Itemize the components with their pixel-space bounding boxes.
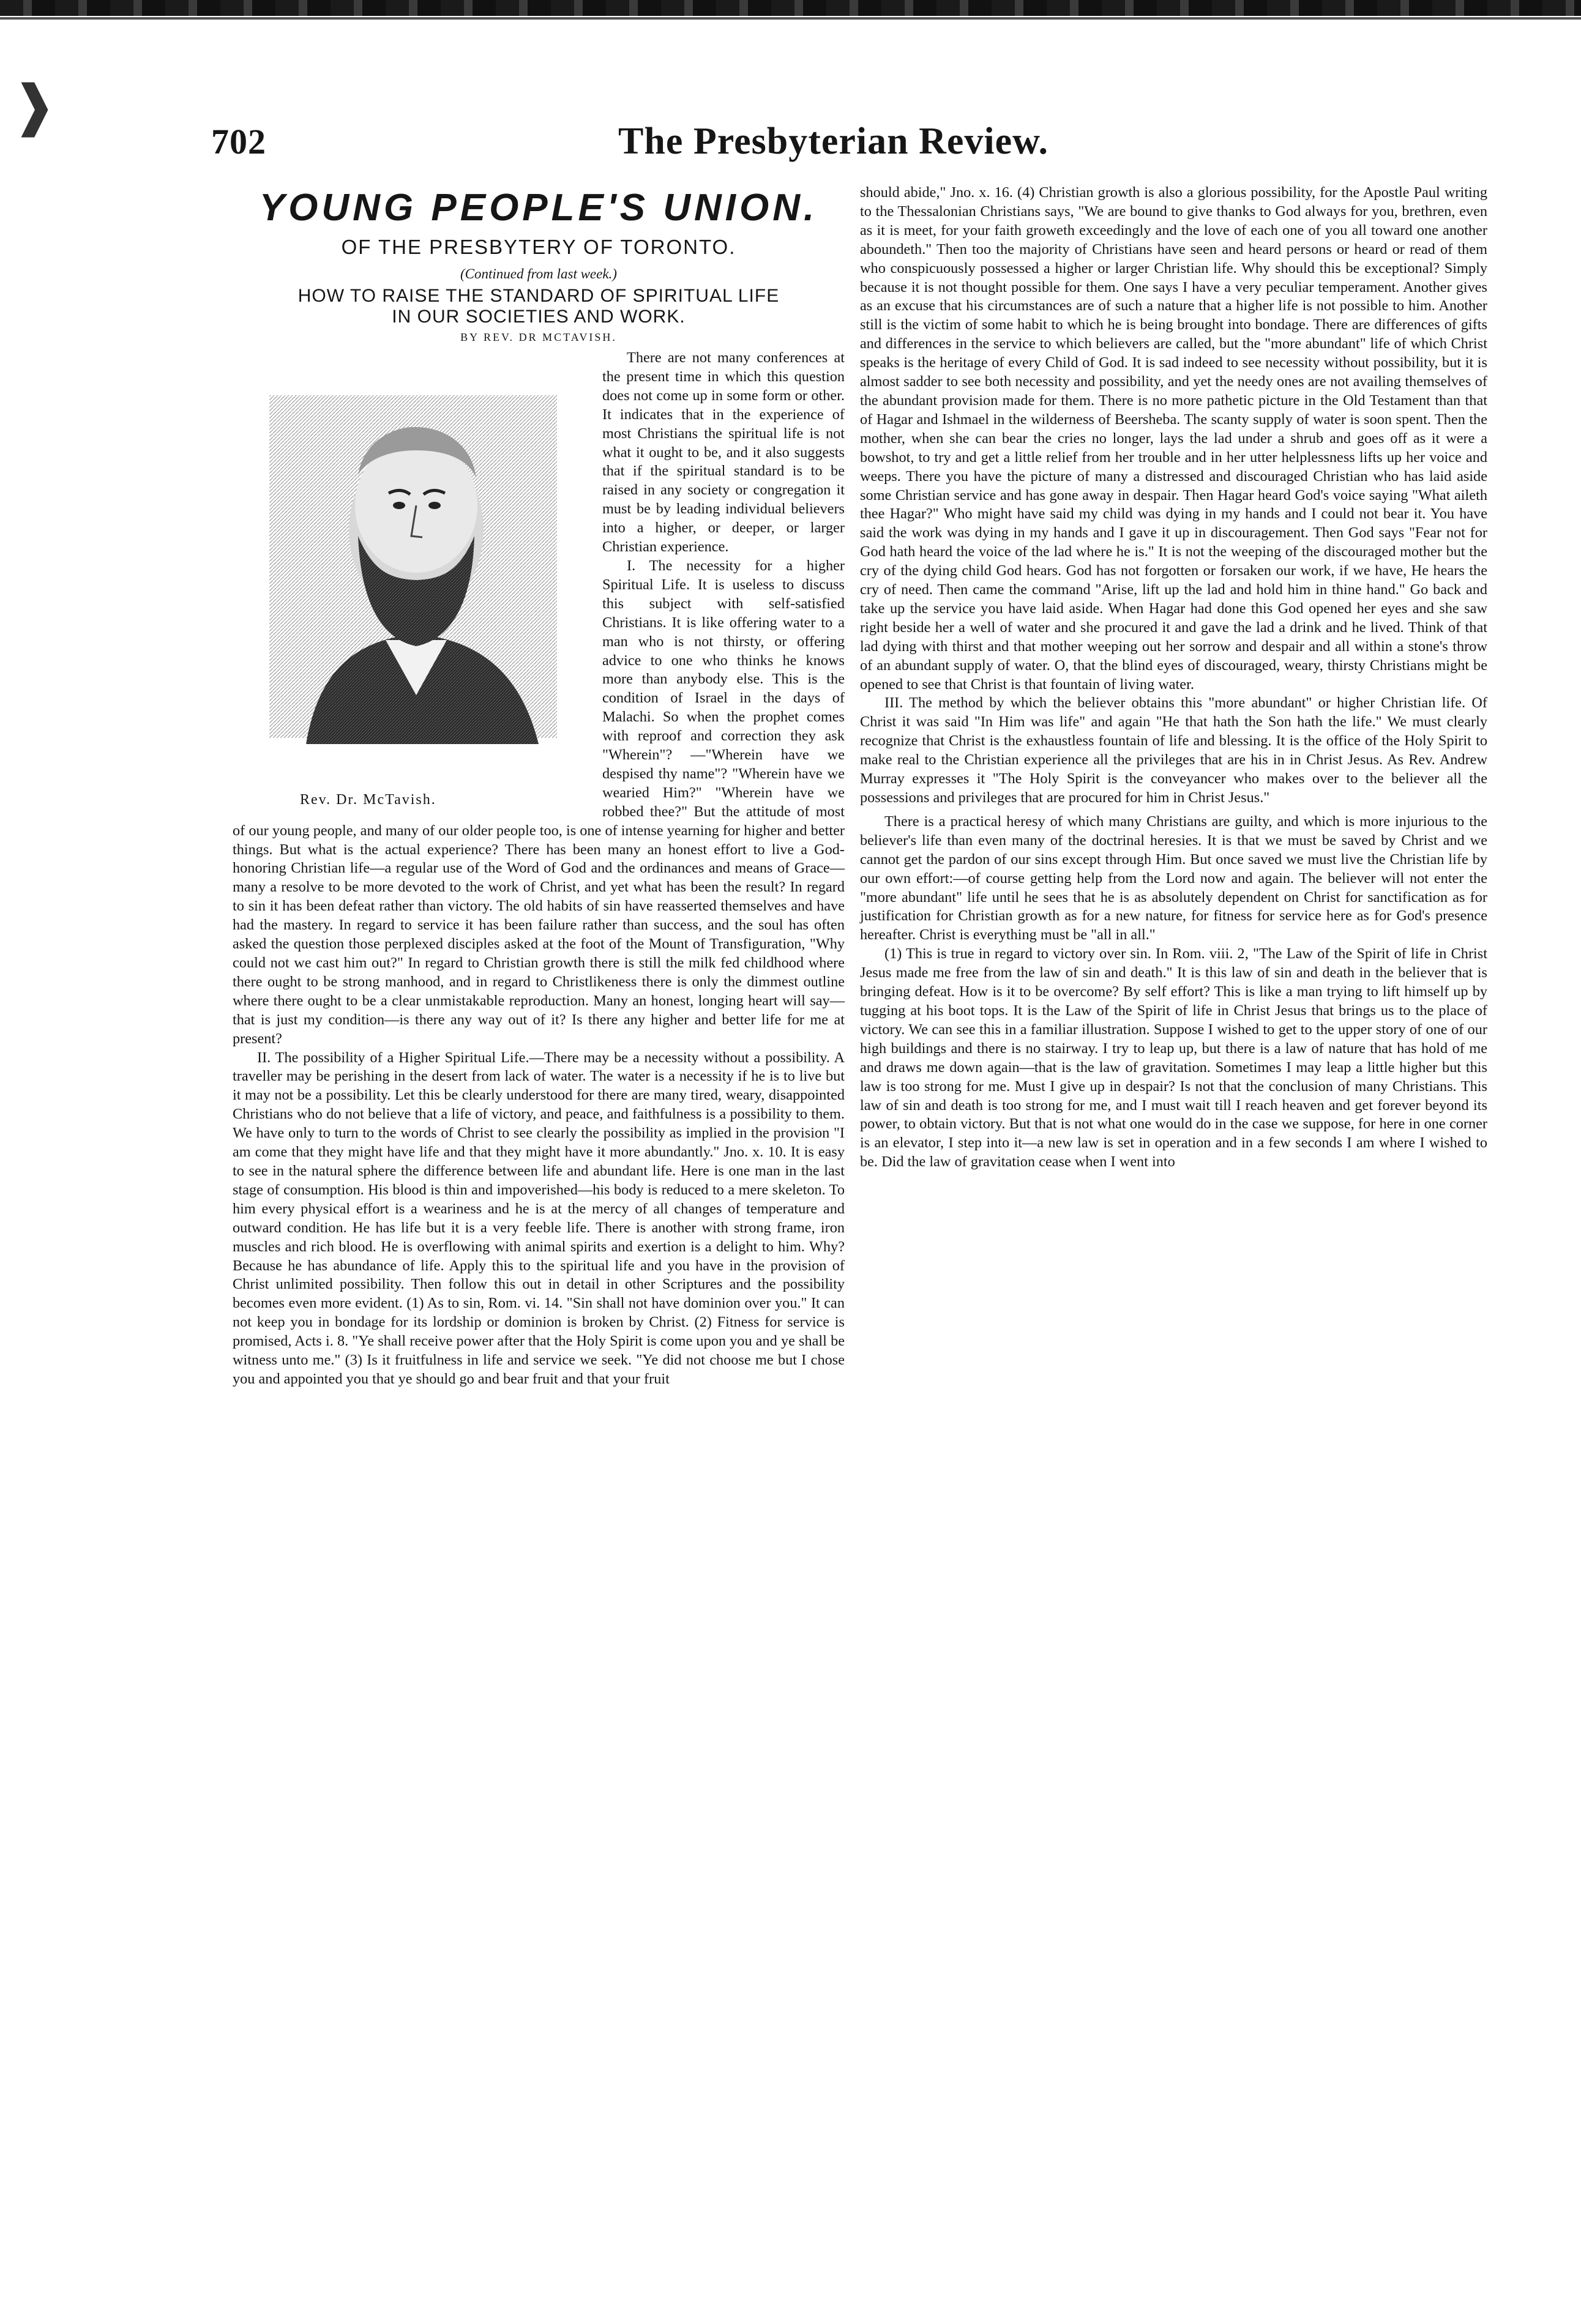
right-paragraph-2: III. The method by which the believer obtains this "more abundant" or higher Christian life. Of Christ it was said "In Him was life" and again "He that hath the Son hath the life." We must clearly recognize that Christ is the exhaustless fountain of life and blessing. It is the office of the Holy Spirit to make real to the Christian experience all the privileges that are his in in Christ Jesus. As Rev. Andrew Murray expresses it "The Holy Spirit is the conveyancer who makes over to the believer all the possessions and privileges that are procured for him in Christ Jesus." (860, 695, 1487, 806)
section-subtitle: OF THE PRESBYTERY OF TORONTO. (341, 236, 736, 258)
right-paragraph-4: (1) This is true in regard to victory over sin. In Rom. viii. 2, "The Law of the Spirit of life in Christ Jesus made me free from the law of sin and death." It is this law of sin and death in the believer that is bringing defeat. How is it to be overcome? By self effort? This is like a man trying to lift himself up by tugging at his boot tops. It is the Law of the Spirit of life in Christ Jesus that brings us to the place of victory. We can see this in a familiar illustration. Suppose I wished to get to the upper story of one of our high buildings and there is no stairway. I try to leap up, but there is a law of nature that has hold of me and draws me down again—that is the law of gravitation. Sometimes I may leap a little higher but this law is too strong for me. Must I give up in despair? Is not that the conclusion of many Christians. This law of sin and death is too strong for me, and I must wait till I reach heaven and get forever beyond its power, to obtain victory. But that is not what one would do in the case we suppose, for here in one corner is an elevator, I step into it—a new law is set in operation and in a few seconds I am where I wished to be. Did the law of gravitation cease when I went into (860, 945, 1487, 1171)
section-title: YOUNG PEOPLE'S UNION. (259, 187, 818, 229)
top-border-rule (0, 0, 1581, 16)
left-paragraph-3: II. The possibility of a Higher Spiritual Life.—There may be a necessity without a possibility. A traveller may be perishing in the desert from lack of water. The water is a necessity if he is to live but it may not be a possibility. Let this be clearly understood for there are many tired, weary, disappointed Christians who do not believe that a life of victory, and peace, and faithfulness is a possibility to them. We have only to turn to the words of Christ to see clearly the possibility as implied in the provision "I am come that they might have life and that they might have it more abundantly." Jno. x. 10. It is easy to see in the natural sphere the difference between life and abundant life. Here is one man in the last stage of consumption. His blood is thin and impoverished—his body is reduced to a mere skeleton. To him every physical effort is a weariness and he is at the mercy of all changes of temperature and outward condition. He has life but it is a very feeble life. There is another with strong frame, iron muscles and rich blood. He is overflowing with animal spirits and exertion is a delight to him. Why? Because he has abundance of life. Apply this to the spiritual life and you have in the provision of Christ unlimited possibility. Then follow this out in detail in other Scriptures and the possibility becomes even more evident. (1) As to sin, Rom. vi. 14. "Sin shall not have dominion over you." It can not keep you in bondage for its lordship or dominion is broken by Christ. (2) Fitness for service is promised, Acts i. 8. "Ye shall receive power after that the Holy Spirit is come upon you and ye shall be witness unto me." (3) Is it fruitfulness in life and service we seek. "Ye did not choose me but I chose you and appointed you that ye should go and bear fruit and that your fruit (233, 1049, 845, 1387)
portrait-figure (233, 352, 594, 810)
left-column (233, 184, 845, 1389)
scan-edge-mark: ❱ (11, 73, 58, 138)
article-title-line-1: HOW TO RAISE THE STANDARD OF SPIRITUAL LIFE (297, 286, 780, 306)
right-paragraph-1: should abide," Jno. x. 16. (4) Christian growth is also a glorious possibility, for the Apostle Paul writing to the Thessalonian Christians says, "We are bound to give thanks to God always for you, brethren, even as it is meet, for your faith groweth exceedingly and the love of each one of you all toward one another aboundeth." Then too the majority of Christians have seen and heard persons or heard or read of them who conspicuously possessed a higher or larger Christian life. Why should this be exceptional? Simply because it is not thought possible for them. One says I have a very peculiar temperament. Another gives as an excuse that his circumstances are of such a nature that a higher life is not possible to him. Another still is the victim of some habit to which he is being brought into bondage. There are differences of gifts and differences in the service to which believers are called, but the "more abundant" life of which Christ speaks is the heritage of every Child of God. It is sad indeed to see necessity without possibility, but it is almost sadder to see both necessity and possibility, and yet the needy ones are not availing themselves of the abundant provision made for them. There is no more pathetic picture in the Old Testament than that of Hagar and Ishmael in the wilderness of Beersheba. The scanty supply of water is soon spent. Then the mother, when she can bear the cries no longer, lays the lad under a shrub and goes off as it were a bowshot, to try and get a little relief from her trouble and in her utter helplessness lifts up her voice and weeps. There you have the picture of many a distressed and discouraged Christian who has laid aside some Christian service and has gone away in despair. Then Hagar heard God's voice saying "What aileth thee Hagar?" Who might have said my child was dying in my hands and I could not bear it. You have said the work was dying in my hands and I gave it up in discouragement. Then God says "Fear not for God hath heard the voice of the lad where he is." It is not the weeping of the discouraged mother but the cry of the dying child God hears. God has not forgotten or forsaken our work, if we have, He hears the cry of need. Then came the command "Arise, lift up the lad and hold him in thine hand." Go back and take up the service you have laid aside. When Hagar had done this God opened her eyes and she saw right beside her a well of water and she procured it and gave the lad a drink and he lived. Think of that lad dying with thirst and that mother weeping out her sorrow and despair and all within a stone's throw of an abundant supply of water. O, that the blind eyes of discouraged, weary, thirsty Christians might be opened to see that Christ is that fountain of living water. (860, 184, 1487, 693)
article-title-line-2: IN OUR SOCIETIES AND WORK. (392, 307, 686, 327)
left-paragraph-1: There are not many conferences at the present time in which this question does not come up in some form or other. It indicates that in the experience of most Christians the spiritual life is not what it ought to be, and it also suggests that if the spiritual standard is to be raised in any society or congregation it must be by leading individual believers into a higher, or deeper, or larger Christian experience. (602, 349, 845, 556)
continued-note: (Continued from last week.) (460, 266, 617, 281)
byline: BY REV. DR MCTAVISH. (460, 331, 617, 343)
left-paragraph-2: I. The necessity for a higher Spiritual Life. It is useless to discuss this subject with self-satisfied Christians. It is like offering water to a man who is not thirsty, or offering advice to one who thinks he knows more than anybody else. This is the condition of Israel in the days of Malachi. So when the prophet comes with reproof and correction they ask "Wherein"? —"Wherein have we despised thy name"? "Wherein have we wearied Him?" "Wherein have we robbed thee?" But the attitude of most of our young people, and many of our older people too, is one of intense yearning for higher and better things. But what is the actual experience? There has been many an honest effort to live a God-honoring Christian life—a regular use of the Word of God and the ordinances and means of Grace—many a resolve to be more devoted to the work of Christ, and yet what has been the result? In regard to sin it has been defeat rather than victory. The old habits of sin have reasserted themselves and have had the mastery. In regard to service it has been failure rather than success, and the soul has often asked the question those perplexed disciples asked at the foot of the Mount of Transfiguration, "Why could not we cast him out?" In regard to Christian growth there is still the milk fed childhood where there ought to be strong manhood, and in regard to Christlikeness there is only the dimmest outline where there ought to be a clear unmistakable reproduction. Many an honest, longing heart will say—that is just my condition—is there any way out of it? Is there any higher and better life for me at present? (233, 557, 845, 1047)
portrait-caption: Rev. Dr. McTavish. (300, 792, 436, 808)
right-column (860, 184, 1487, 1172)
portrait-engraving (233, 352, 594, 787)
right-paragraph-3: There is a practical heresy of which many Christians are guilty, and which is more injurious to the believer's life than even many of the doctrinal heresies. It is that we must be saved by Christ and we cannot get the pardon of our sins except through Him. But once saved we must live the Christian life by our own effort:—of course getting help from the Lord now and again. The believer will not enter the "more abundant" life until he sees that he is as absolutely dependent on Christ for sanctification as for justification for Christian growth as for a new nature, for fitness for service here as for God's presence hereafter. Christ is everything must be "all in all." (860, 813, 1487, 944)
page-number: 702 (211, 122, 266, 162)
running-head: The Presbyterian Review. (618, 121, 1049, 162)
article-title (233, 286, 845, 327)
